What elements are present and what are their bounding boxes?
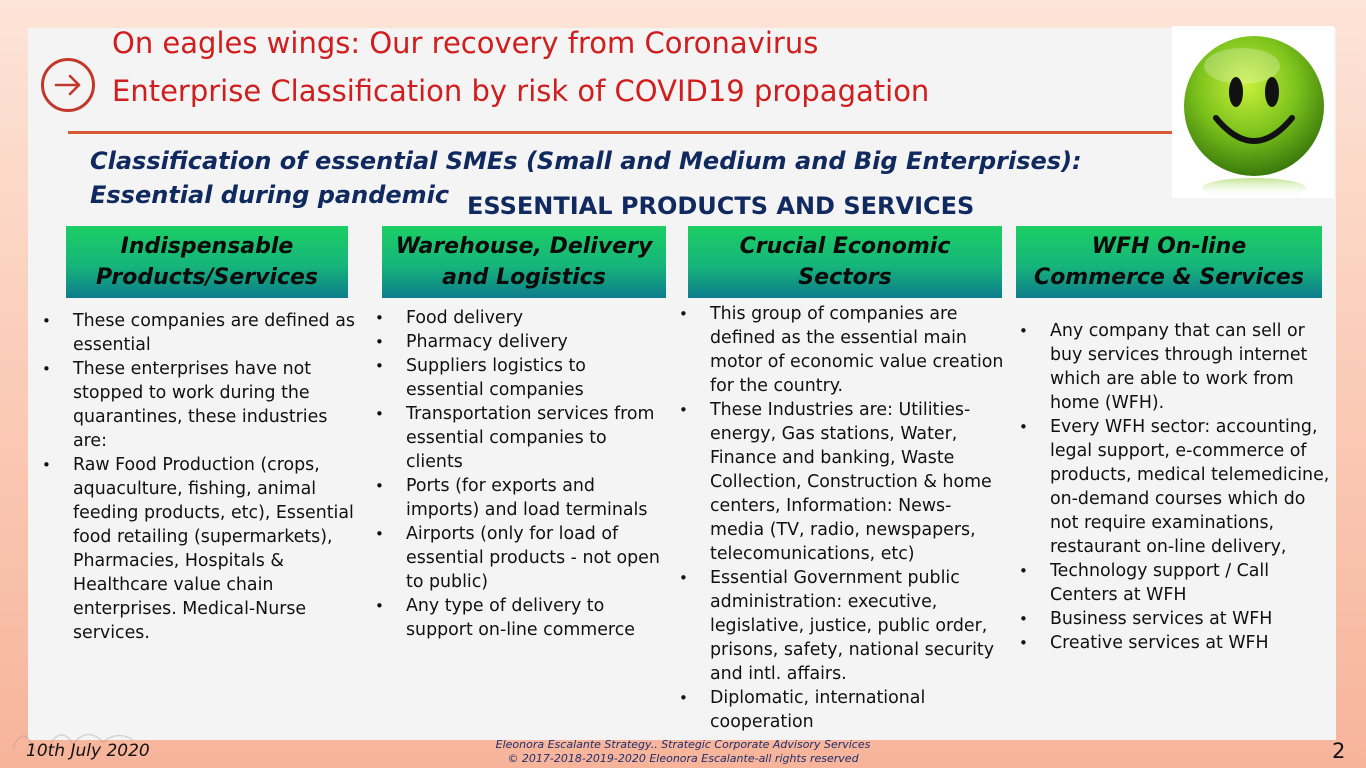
header-line: Products/Services [95, 265, 319, 290]
list-item: • Diplomatic, international cooperation [677, 686, 1005, 734]
list-item: • Any company that can sell or buy services through internet which are able to work from home (WFH). [1017, 319, 1335, 415]
list-item: • Ports (for exports and imports) and load terminals [373, 474, 663, 522]
footer-date: 10th July 2020 [26, 741, 150, 761]
list-item: • Suppliers logistics to essential companies [373, 354, 663, 402]
list-item: • Airports (only for load of essential products - not open to public) [373, 522, 663, 594]
list-indispensable [40, 309, 365, 645]
smiley-face-icon [1172, 26, 1334, 198]
list-item: • Creative services at WFH [1017, 631, 1335, 655]
smiley-picture [1172, 26, 1334, 198]
footer-company: Eleonora Escalante Strategy.. Strategic Corporate Advisory Services [495, 738, 871, 751]
list-item: • These enterprises have not stopped to work during the quarantines, these industries are: [40, 357, 365, 453]
header-line: Warehouse, Delivery [395, 234, 653, 259]
pandemic-subheading: Essential during pandemic [90, 181, 450, 209]
list-item: • Business services at WFH [1017, 607, 1335, 631]
list-item: • Raw Food Production (crops, aquaculture, fishing, animal feeding products, etc), Essential food retailing (supermarkets), Pharmacies, Hospitals & Healthcare value chain enterprises. Medical-Nurse services. [40, 453, 365, 645]
header-line: and Logistics [442, 265, 606, 290]
column-header-wfh [1016, 226, 1322, 298]
essential-heading: ESSENTIAL PRODUCTS AND SERVICES [467, 192, 975, 220]
column-header-indispensable [66, 226, 348, 298]
header-line: Sectors [798, 265, 892, 290]
header-line: Commerce & Services [1034, 265, 1304, 290]
column-header-crucial [688, 226, 1002, 298]
list-item: • These companies are defined as essential [40, 309, 365, 357]
column-header-warehouse [382, 226, 666, 298]
list-item: • These Industries are: Utilities-energy, Gas stations, Water, Finance and banking, Waste Collection, Construction & home centers, Information: News-media (TV, radio, newspapers, telecomunications, etc) [677, 398, 1005, 566]
list-warehouse [373, 306, 663, 642]
title-divider [68, 131, 1172, 134]
slide-subtitle: Enterprise Classification by risk of COVID19 propagation [112, 74, 930, 108]
footer-credits [433, 738, 933, 766]
list-item: • Any type of delivery to support on-line commerce [373, 594, 663, 642]
list-item: • Pharmacy delivery [373, 330, 663, 354]
footer-copyright: © 2017-2018-2019-2020 Eleonora Escalante-all rights reserved [507, 752, 859, 765]
list-crucial [677, 302, 1005, 734]
list-item: • Every WFH sector: accounting, legal support, e-commerce of products, medical telemedicine, on-demand courses which do not require examinations, restaurant on-line delivery, [1017, 415, 1335, 559]
header-line: Indispensable [120, 234, 294, 259]
list-item: • Technology support / Call Centers at WFH [1017, 559, 1335, 607]
header-line: Crucial Economic [739, 234, 951, 259]
list-item: • Food delivery [373, 306, 663, 330]
list-wfh [1017, 319, 1335, 655]
classification-heading: Classification of essential SMEs (Small and Medium and Big Enterprises): [90, 147, 1082, 175]
header-line: WFH On-line [1091, 234, 1247, 259]
list-item: • Transportation services from essential companies to clients [373, 402, 663, 474]
list-item: • Essential Government public administration: executive, legislative, justice, public order, prisons, safety, national security and intl. affairs. [677, 566, 1005, 686]
arrow-right-circle-icon [41, 58, 95, 112]
list-item: • This group of companies are defined as the essential main motor of economic value creation for the country. [677, 302, 1005, 398]
slide-title: On eagles wings: Our recovery from Coronavirus [112, 26, 819, 60]
page-number: 2 [1332, 739, 1346, 763]
